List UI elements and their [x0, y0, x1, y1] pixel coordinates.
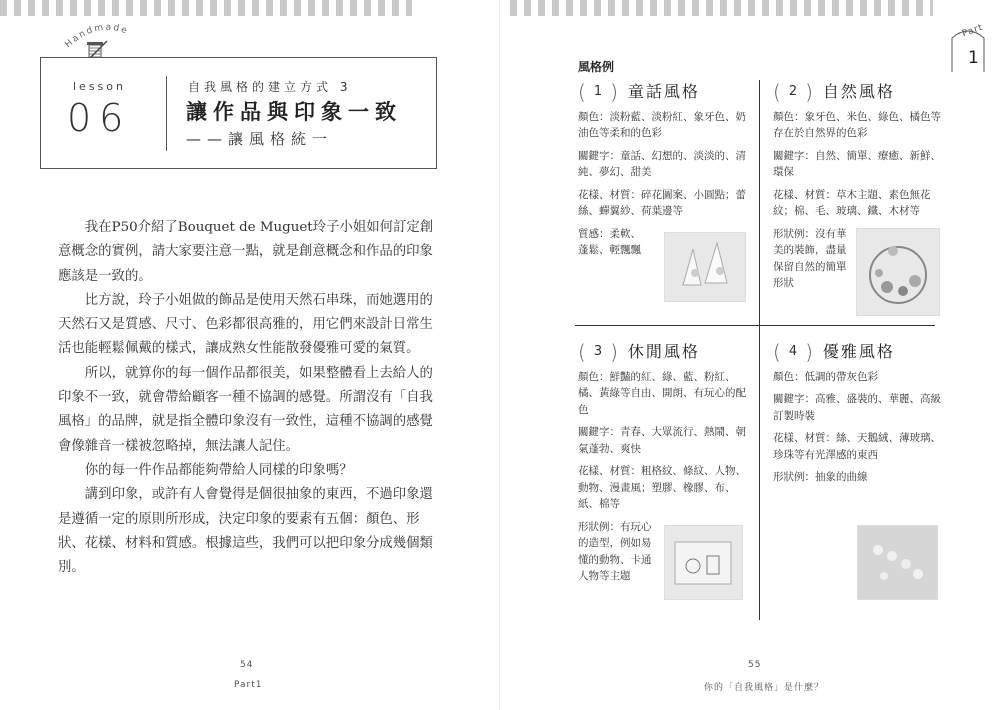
paragraph: 你的每一件作品都能夠帶給人同樣的印象嗎？ — [84, 462, 353, 478]
style-number: 4 — [788, 344, 798, 359]
style-line: 關鍵字：童話、幻想的、淡淡的、清純、夢幻、甜美 — [578, 149, 746, 178]
section-label: 風格例 — [578, 60, 615, 74]
lesson-header — [40, 57, 437, 169]
style-line: 關鍵字：自然、簡單、療癒、新鮮、環保 — [773, 149, 941, 178]
style-line: 花樣、材質：粗格紋、條紋、人物、動物、漫畫風；塑膠、橡膠、布、紙、棉等 — [578, 465, 746, 510]
style-number: 2 — [788, 84, 798, 99]
part-word: Part — [960, 22, 985, 40]
style-line: 花樣、材質：絲、天鵝絨、薄玻璃、珍珠等有光澤感的東西 — [773, 432, 941, 461]
part-number: 1 — [968, 48, 979, 68]
style-line: 關鍵字：高雅、盛裝的、華麗、高級訂製時裝 — [773, 393, 941, 422]
style-line: 顏色：低調的帶灰色彩 — [773, 370, 878, 383]
style-name: 童話風格 — [627, 82, 700, 101]
lesson-tagline: ——讓風格統一 — [186, 130, 334, 148]
fairytale-photo — [664, 232, 746, 302]
paragraph: 我在P50介紹了Bouquet de Muguet玲子小姐如何訂定創意概念的實例，請大家要注意一點，就是創意概念和作品的印象應該是一致的。 — [58, 220, 434, 284]
style-number: 3 — [593, 344, 603, 359]
lesson-separator — [166, 76, 167, 151]
style-line: 關鍵字：青春、大眾流行、熱鬧、朝氣蓬勃、爽快 — [578, 426, 746, 455]
style-name: 休閒風格 — [627, 342, 700, 361]
body-text — [58, 216, 438, 580]
paragraph: 所以，就算你的每一個作品都很美，如果整體看上去給人的印象不一致，就會帶給顧客一種不協調的感覺。所謂沒有「自我風格」的品牌，就是指全體印象沒有一致性，這種不協調的感覺會像雜音一樣被忽略掉，無法讓人記住。 — [58, 365, 433, 454]
paragraph: 比方說，玲子小姐做的飾品是使用天然石串珠，而她選用的天然石又是質感、尺寸、色彩都很高雅的，用它們來設計日常生活也能輕鬆佩戴的樣式，讓成熟女性能散發優雅可愛的氣質。 — [58, 292, 433, 357]
style-heading: ( 2 ) 自然風格 — [773, 80, 895, 104]
style-name: 自然風格 — [822, 82, 895, 101]
paragraph: 講到印象，或許有人會覺得是個很抽象的東西，不過印象還是遵循一定的原則所形成，決定印象的要素有五個：顏色、形狀、花樣、材料和質感。根據這些，我們可以把印象分成幾個類別。 — [58, 487, 433, 576]
part-label: Part1 — [234, 680, 263, 690]
elegant-photo — [857, 525, 938, 600]
lesson-word: lesson — [73, 80, 126, 93]
running-title: 你的「自我風格」是什麼？ — [704, 683, 825, 693]
lesson-number: 06 — [67, 96, 132, 140]
style-heading: ( 3 ) 休閒風格 — [578, 340, 700, 364]
page-number-right: 55 — [748, 660, 762, 670]
style-line: 形狀例：有玩心的造型，例如易懂的動物、卡通人物等主題 — [578, 520, 652, 582]
style-line: 形狀例：抽象的曲線 — [773, 471, 868, 483]
vertical-divider — [759, 80, 760, 620]
style-card-elegant — [773, 340, 943, 492]
lesson-title: 讓作品與印象一致 — [186, 100, 402, 124]
lesson-subtitle: 自我風格的建立方式 3 — [188, 80, 352, 94]
svg-text:Handmade: Handmade — [63, 22, 130, 50]
style-line: 質感：柔軟、蓬鬆、輕飄飄 — [578, 227, 641, 256]
page-number-left: 54 — [240, 660, 254, 670]
style-line: 顏色：鮮豔的紅、綠、藍、粉紅、橘、黃綠等自由、開朗、有玩心的配色 — [578, 370, 746, 416]
style-line: 花樣、材質：草木主題、素色無花紋；棉、毛、玻璃、鐵、木材等 — [773, 188, 931, 217]
style-line: 顏色：淡粉藍、淡粉紅、象牙色、奶油色等柔和的色彩 — [578, 110, 746, 139]
top-stripe-right — [510, 0, 933, 16]
casual-photo — [664, 525, 743, 600]
natural-photo — [856, 228, 940, 316]
style-line: 顏色：象牙色、米色、綠色、橘色等存在於自然界的色彩 — [773, 110, 941, 139]
page-gutter — [499, 0, 500, 710]
style-heading: ( 1 ) 童話風格 — [578, 80, 700, 104]
style-name: 優雅風格 — [822, 342, 895, 361]
horizontal-divider — [575, 325, 935, 326]
style-number: 1 — [593, 84, 603, 99]
style-heading: ( 4 ) 優雅風格 — [773, 340, 895, 364]
style-line: 花樣、材質：碎花圖案、小圓點；蕾絲、蟬翼紗、荷葉邊等 — [578, 188, 746, 217]
style-line: 形狀例：沒有華美的裝飾，盡量保留自然的簡單形狀 — [773, 227, 847, 289]
